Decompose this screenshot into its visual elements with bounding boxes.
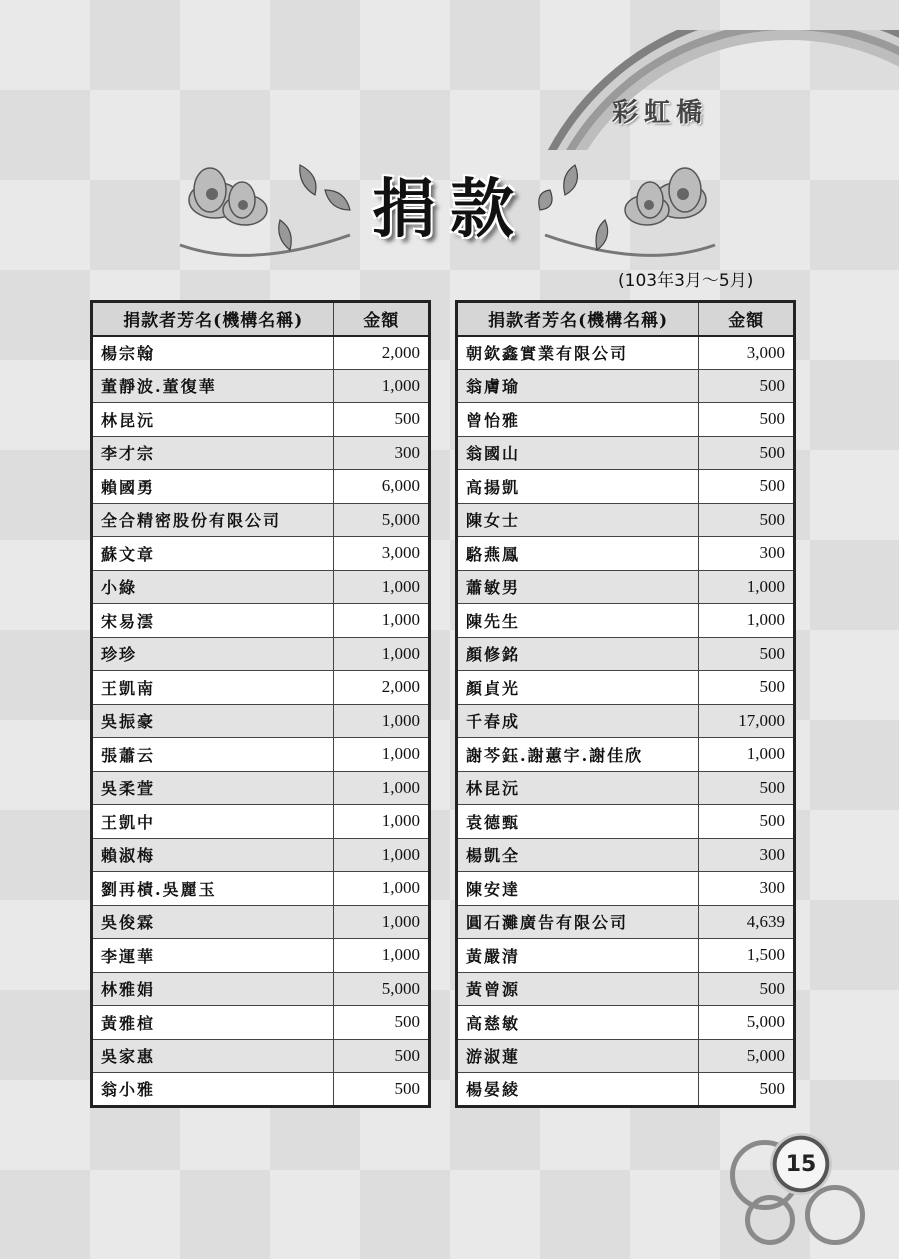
donation-amount: 1,000	[334, 637, 430, 671]
donation-amount: 5,000	[699, 1006, 795, 1040]
donation-amount: 5,000	[334, 972, 430, 1006]
table-row	[457, 336, 795, 370]
table-row	[457, 470, 795, 504]
table-row	[92, 1073, 430, 1107]
table-row	[457, 704, 795, 738]
donor-name: 高揚凱	[457, 470, 699, 504]
donor-name: 李才宗	[92, 436, 334, 470]
donation-amount: 3,000	[699, 336, 795, 370]
table-row	[92, 503, 430, 537]
donor-name: 劉再樍.吳麗玉	[92, 872, 334, 906]
table-row	[457, 570, 795, 604]
table-row	[92, 537, 430, 571]
donor-name: 翁膚瑜	[457, 369, 699, 403]
donation-amount: 1,000	[334, 738, 430, 772]
table-row	[457, 872, 795, 906]
table-row	[92, 704, 430, 738]
donation-amount: 500	[699, 503, 795, 537]
donor-name: 陳先生	[457, 604, 699, 638]
donor-name: 李運華	[92, 939, 334, 973]
donor-name: 謝芩鈺.謝蕙宇.謝佳欣	[457, 738, 699, 772]
donor-name: 顏貞光	[457, 671, 699, 705]
donation-amount: 1,000	[334, 838, 430, 872]
donation-amount: 300	[699, 872, 795, 906]
donation-amount: 2,000	[334, 336, 430, 370]
donor-name: 游淑蓮	[457, 1039, 699, 1073]
donor-name: 朝欽鑫實業有限公司	[457, 336, 699, 370]
table-row	[457, 604, 795, 638]
donor-name: 蕭敏男	[457, 570, 699, 604]
donation-amount: 500	[699, 671, 795, 705]
donor-name: 蘇文章	[92, 537, 334, 571]
donor-name: 翁小雅	[92, 1073, 334, 1107]
table-row	[457, 671, 795, 705]
donation-amount: 500	[699, 470, 795, 504]
table-header-row	[457, 302, 795, 336]
donor-name: 黃雅楦	[92, 1006, 334, 1040]
donor-name: 袁德甄	[457, 805, 699, 839]
table-row	[92, 872, 430, 906]
table-row	[92, 637, 430, 671]
donation-amount: 1,000	[699, 570, 795, 604]
table-row	[457, 738, 795, 772]
donor-name: 吳振豪	[92, 704, 334, 738]
donor-name: 駱燕鳳	[457, 537, 699, 571]
donation-table-right	[455, 300, 796, 1108]
donation-amount: 500	[699, 637, 795, 671]
donor-name: 宋易澐	[92, 604, 334, 638]
donation-amount: 3,000	[334, 537, 430, 571]
donor-name: 顏修銘	[457, 637, 699, 671]
table-row	[457, 503, 795, 537]
donor-name: 張蕭云	[92, 738, 334, 772]
table-row	[457, 436, 795, 470]
table-row	[457, 403, 795, 437]
table-row	[92, 805, 430, 839]
table-row	[457, 939, 795, 973]
donation-amount: 5,000	[699, 1039, 795, 1073]
table-row	[92, 403, 430, 437]
donor-name: 黃曾源	[457, 972, 699, 1006]
table-row	[457, 771, 795, 805]
donor-name: 王凱中	[92, 805, 334, 839]
donor-name: 圓石灘廣告有限公司	[457, 905, 699, 939]
table-row	[92, 738, 430, 772]
donor-name: 翁國山	[457, 436, 699, 470]
page-number: 15	[770, 1133, 832, 1195]
donation-amount: 500	[699, 771, 795, 805]
donor-name: 林雅娟	[92, 972, 334, 1006]
donation-amount: 500	[699, 805, 795, 839]
donation-amount: 1,000	[334, 570, 430, 604]
donation-amount: 500	[334, 1006, 430, 1040]
table-row	[92, 972, 430, 1006]
donation-amount: 17,000	[699, 704, 795, 738]
donation-table-left	[90, 300, 431, 1108]
donor-name: 陳安達	[457, 872, 699, 906]
donation-amount: 500	[699, 1073, 795, 1107]
column-header-name: 捐款者芳名(機構名稱)	[92, 302, 334, 336]
table-row	[92, 905, 430, 939]
table-row	[92, 1006, 430, 1040]
page-title: 捐款	[372, 173, 528, 247]
donor-name: 千春成	[457, 704, 699, 738]
donor-name: 陳女士	[457, 503, 699, 537]
donation-amount: 4,639	[699, 905, 795, 939]
table-row	[457, 369, 795, 403]
donor-name: 賴淑梅	[92, 838, 334, 872]
magazine-name: 彩虹橋	[612, 98, 709, 128]
flower-right-icon	[535, 150, 725, 270]
donation-amount: 300	[699, 838, 795, 872]
table-row	[457, 838, 795, 872]
donor-name: 楊凱全	[457, 838, 699, 872]
donation-amount: 300	[334, 436, 430, 470]
table-row	[92, 470, 430, 504]
table-row	[92, 771, 430, 805]
donor-name: 賴國勇	[92, 470, 334, 504]
donation-amount: 300	[699, 537, 795, 571]
table-row	[457, 537, 795, 571]
table-row	[92, 838, 430, 872]
donor-name: 林昆沅	[457, 771, 699, 805]
donation-amount: 6,000	[334, 470, 430, 504]
table-row	[457, 1073, 795, 1107]
donation-amount: 1,000	[334, 704, 430, 738]
donation-amount: 500	[699, 369, 795, 403]
column-header-name: 捐款者芳名(機構名稱)	[457, 302, 699, 336]
donation-amount: 500	[334, 1039, 430, 1073]
donation-amount: 2,000	[334, 671, 430, 705]
donor-name: 曾怡雅	[457, 403, 699, 437]
column-header-amount: 金額	[334, 302, 430, 336]
table-row	[92, 671, 430, 705]
table-row	[457, 905, 795, 939]
donation-amount: 500	[699, 403, 795, 437]
donation-amount: 1,000	[699, 738, 795, 772]
table-row	[92, 604, 430, 638]
donation-amount: 1,000	[334, 905, 430, 939]
donor-name: 林昆沅	[92, 403, 334, 437]
donation-amount: 500	[699, 972, 795, 1006]
donor-name: 黃嚴清	[457, 939, 699, 973]
table-row	[92, 1039, 430, 1073]
donation-amount: 1,000	[334, 604, 430, 638]
donation-amount: 1,000	[334, 771, 430, 805]
table-row	[457, 805, 795, 839]
table-row	[457, 1006, 795, 1040]
donor-name: 小綠	[92, 570, 334, 604]
donor-name: 珍珍	[92, 637, 334, 671]
table-row	[92, 570, 430, 604]
donation-amount: 1,000	[334, 805, 430, 839]
decorative-circle	[745, 1195, 795, 1245]
table-row	[92, 336, 430, 370]
table-row	[92, 369, 430, 403]
donation-amount: 1,000	[334, 872, 430, 906]
table-row	[457, 1039, 795, 1073]
donor-name: 吳俊霖	[92, 905, 334, 939]
table-row	[457, 972, 795, 1006]
table-row	[92, 436, 430, 470]
donor-name: 高慈敏	[457, 1006, 699, 1040]
donation-amount: 1,000	[334, 939, 430, 973]
donation-amount: 1,000	[334, 369, 430, 403]
table-row	[457, 637, 795, 671]
donor-name: 吳柔萱	[92, 771, 334, 805]
flower-left-icon	[170, 150, 360, 270]
donation-amount: 1,000	[699, 604, 795, 638]
donor-name: 董靜波.董復華	[92, 369, 334, 403]
donation-amount: 1,500	[699, 939, 795, 973]
donation-amount: 500	[334, 1073, 430, 1107]
donation-amount: 500	[699, 436, 795, 470]
column-header-amount: 金額	[699, 302, 795, 336]
donor-name: 王凱南	[92, 671, 334, 705]
donor-name: 楊宗翰	[92, 336, 334, 370]
donor-name: 吳家惠	[92, 1039, 334, 1073]
table-header-row	[92, 302, 430, 336]
donor-name: 楊晏綾	[457, 1073, 699, 1107]
donor-name: 全合精密股份有限公司	[92, 503, 334, 537]
donation-amount: 500	[334, 403, 430, 437]
decorative-circle	[805, 1185, 865, 1245]
donation-amount: 5,000	[334, 503, 430, 537]
table-row	[92, 939, 430, 973]
date-period: (103年3月～5月)	[618, 271, 754, 291]
